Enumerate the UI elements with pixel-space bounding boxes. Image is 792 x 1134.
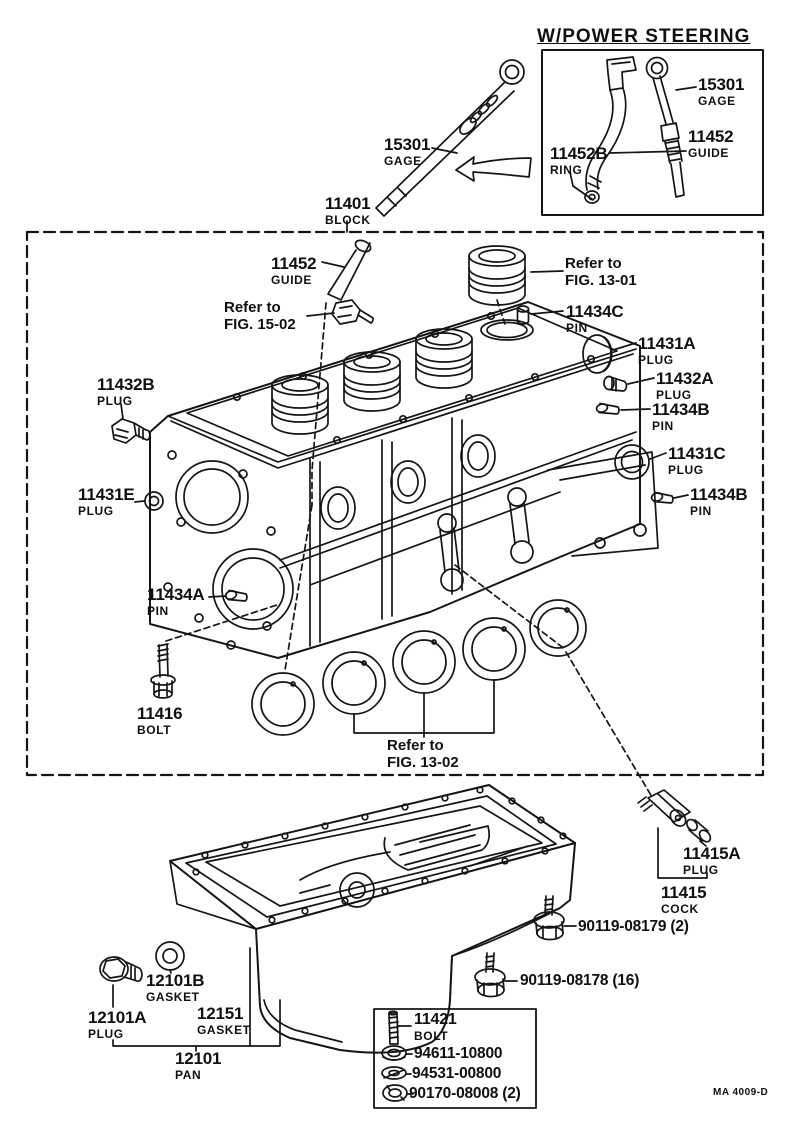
part-number: 11452B xyxy=(550,144,608,163)
part-name: GAGE xyxy=(698,94,736,108)
label-90119-08179: 90119-08179 (2) xyxy=(578,918,689,935)
label-11401-block xyxy=(325,195,371,226)
part-number: 12101A xyxy=(88,1008,147,1027)
part-name: PIN xyxy=(566,321,588,335)
direction-arrow-icon xyxy=(456,157,531,181)
part-number: 11434A xyxy=(147,585,205,604)
part-name: PLUG xyxy=(668,463,704,477)
label-12151-gasket xyxy=(197,1005,251,1036)
part-name: BOLT xyxy=(137,723,172,737)
sheet-code: MA 4009-D xyxy=(713,1087,769,1098)
bolt-11421-icon xyxy=(389,1011,398,1044)
label-refer-fig-15-02 xyxy=(224,299,296,334)
part-number: 15301 xyxy=(698,75,745,94)
part-name: GASKET xyxy=(146,990,200,1004)
bearing-shell-drawings xyxy=(252,600,586,735)
part-name: PIN xyxy=(690,504,712,518)
part-number: 11416 xyxy=(137,704,183,723)
part-number: 11434B xyxy=(690,485,748,504)
part-number: 11415 xyxy=(661,883,707,902)
refer-line1: Refer to xyxy=(224,299,281,316)
part-name: PLUG xyxy=(97,394,133,408)
inset-dipstick-drawing xyxy=(647,58,685,198)
refer-line1: Refer to xyxy=(565,255,622,272)
part-number: 11431A xyxy=(638,334,696,353)
plug-11431e-drawing xyxy=(145,492,163,510)
part-name: PLUG xyxy=(683,863,719,877)
nut-90170-icon xyxy=(383,1085,407,1101)
dashed-boundary-box xyxy=(27,232,763,775)
part-name: PAN xyxy=(175,1068,202,1082)
guide-tube-drawing xyxy=(328,238,372,300)
part-name: PLUG xyxy=(638,353,674,367)
engine-block-drawing xyxy=(150,302,658,658)
label-11415-cock xyxy=(661,884,706,915)
refer-line2: FIG. 13-01 xyxy=(565,272,637,290)
part-number: 12151 xyxy=(197,1004,244,1023)
part-name: PLUG xyxy=(656,388,692,402)
part-name: BOLT xyxy=(414,1029,449,1043)
part-name: PIN xyxy=(652,419,674,433)
label-11434b-pin-upper xyxy=(652,401,709,432)
label-11432a-plug xyxy=(656,370,713,401)
part-number: 11452 xyxy=(271,254,317,273)
label-refer-fig-13-01 xyxy=(565,255,637,290)
inset-guide-tube-drawing xyxy=(585,57,636,203)
part-name: GUIDE xyxy=(688,146,730,160)
part-name: PLUG xyxy=(88,1027,124,1041)
part-name: PLUG xyxy=(78,504,114,518)
label-11415a-plug xyxy=(683,845,740,876)
part-number: 12101B xyxy=(146,971,205,990)
label-15301-gage xyxy=(384,136,430,167)
refer-line2: FIG. 15-02 xyxy=(224,316,296,334)
label-90170-08008: 90170-08008 (2) xyxy=(409,1085,521,1102)
part-number: 11434B xyxy=(652,400,710,419)
label-11452-guide xyxy=(271,255,316,286)
pin-11434a-drawing xyxy=(225,589,247,601)
refer-line1: Refer to xyxy=(387,737,444,754)
label-11421-bolt xyxy=(414,1012,457,1042)
cock-11415-drawing xyxy=(638,790,713,844)
plug-12101a-drawing xyxy=(100,957,142,981)
label-11434a-pin xyxy=(147,586,204,617)
plug-11431c-drawing xyxy=(615,445,649,479)
part-number: 11432A xyxy=(656,369,714,388)
part-number: 15301 xyxy=(384,135,431,154)
plug-11432b-drawing xyxy=(112,419,150,443)
part-number: 11434C xyxy=(566,302,624,321)
label-94611-10800: 94611-10800 xyxy=(414,1045,503,1062)
part-number: 11431E xyxy=(78,485,135,504)
part-number: 12101 xyxy=(175,1049,222,1068)
inset-title: W/POWER STEERING xyxy=(537,26,751,47)
part-name: RING xyxy=(550,163,583,177)
label-inset-11452-guide xyxy=(688,128,733,159)
label-12101-pan xyxy=(175,1050,221,1081)
part-name: COCK xyxy=(661,902,699,916)
label-11434c-pin xyxy=(566,303,623,334)
label-inset-11452b-ring xyxy=(550,145,607,176)
bolt-11416-drawing xyxy=(151,644,175,698)
label-11434b-pin-lower xyxy=(690,486,747,517)
part-name: BLOCK xyxy=(325,213,371,227)
seal-94531-icon xyxy=(382,1067,406,1079)
part-number: 11452 xyxy=(688,127,734,146)
label-90119-08178: 90119-08178 (16) xyxy=(520,972,640,989)
label-11431e-plug xyxy=(78,486,134,517)
label-11416-bolt xyxy=(137,705,182,736)
label-11431c-plug xyxy=(668,445,725,476)
label-12101b-gasket xyxy=(146,972,204,1003)
plug-11432a-drawing xyxy=(604,377,627,392)
label-12101a-plug xyxy=(88,1009,146,1040)
part-number: 11432B xyxy=(97,375,155,394)
bolt-90119-08178-drawing xyxy=(475,953,505,997)
part-name: GASKET xyxy=(197,1023,251,1037)
part-number: 11431C xyxy=(668,444,726,463)
part-number: 11415A xyxy=(683,844,741,863)
refer-line2: FIG. 13-02 xyxy=(387,754,459,772)
sender-unit-drawing xyxy=(332,300,373,324)
label-94531-00800: 94531-00800 xyxy=(412,1065,502,1082)
part-number: 11401 xyxy=(325,194,371,213)
part-name: PIN xyxy=(147,604,169,618)
part-name: GAGE xyxy=(384,154,422,168)
label-inset-15301-gage xyxy=(698,76,744,107)
label-11432b-plug xyxy=(97,376,154,407)
gasket-12101b-drawing xyxy=(156,942,184,970)
pin-11434b-upper-drawing xyxy=(596,403,619,414)
part-name: GUIDE xyxy=(271,273,313,287)
part-number: 11421 xyxy=(414,1011,457,1028)
label-refer-fig-13-02 xyxy=(387,737,459,772)
label-11431a-plug xyxy=(638,335,695,366)
